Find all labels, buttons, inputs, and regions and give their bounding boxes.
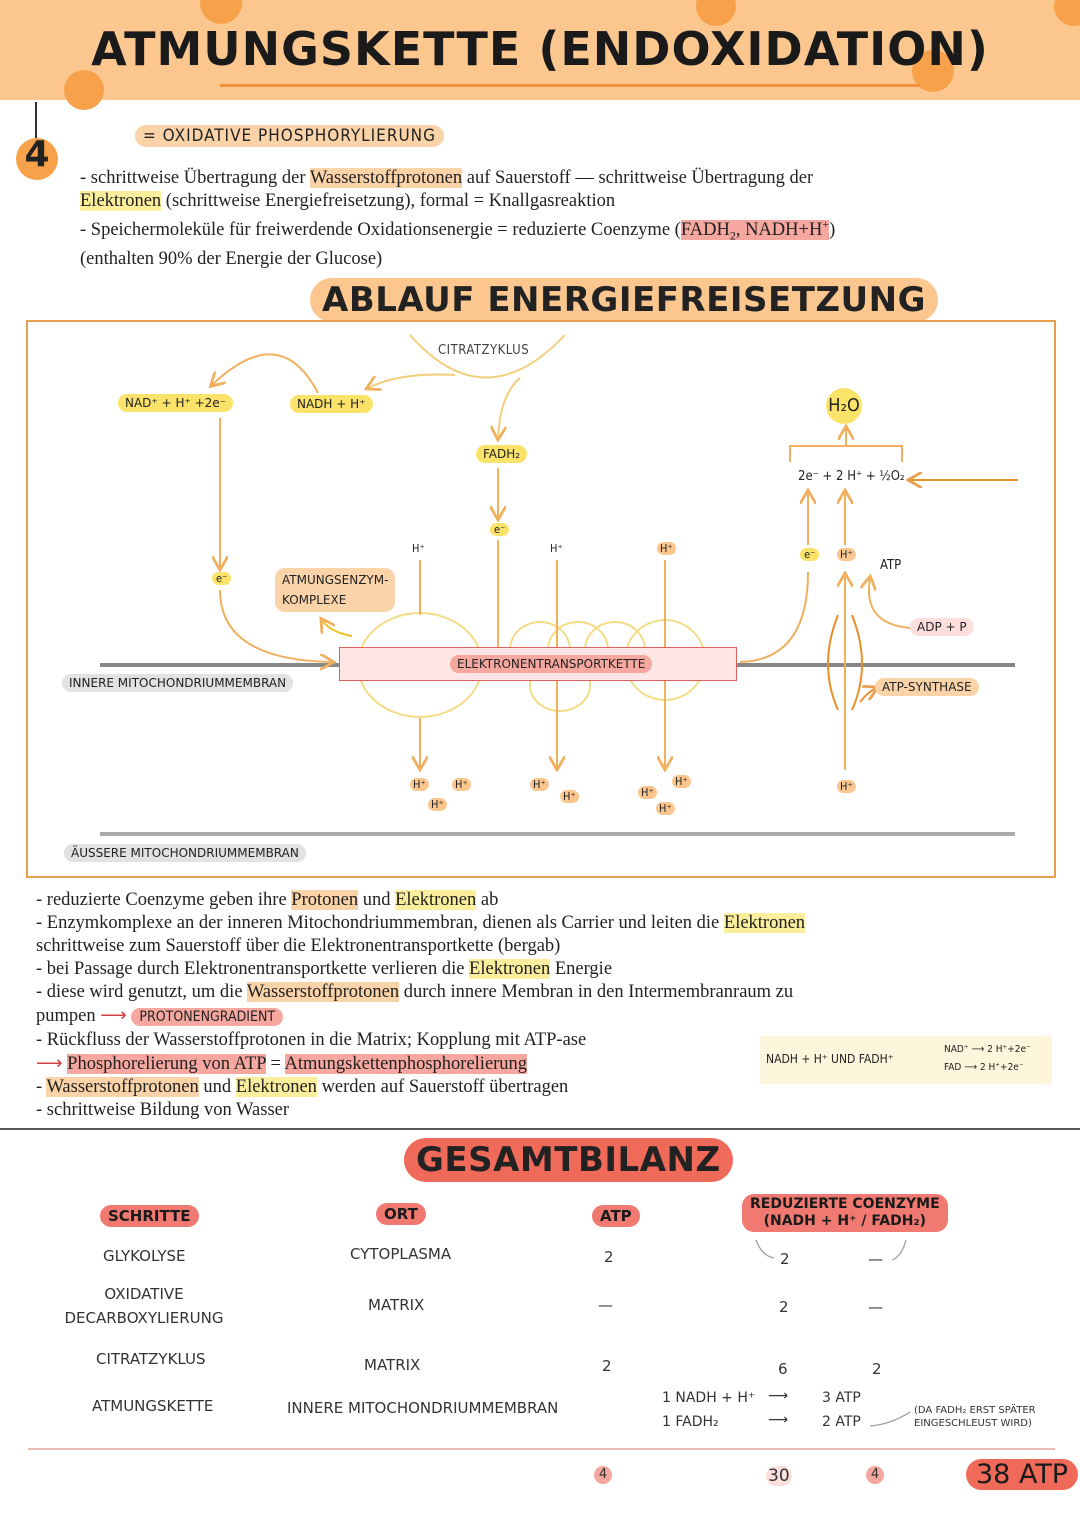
- chain-arrow: ⟶: [768, 1388, 789, 1404]
- proton-top-1: H⁺: [412, 542, 425, 555]
- outer-membrane-label: ÄUSSERE MITOCHONDRIUMMEMBRAN: [64, 844, 306, 862]
- atp-label: ATP: [880, 558, 902, 573]
- page-title: ATMUNGSKETTE (ENDOXIDATION): [91, 22, 989, 76]
- row-atp: —: [598, 1296, 613, 1314]
- row-nadh: 6: [778, 1360, 788, 1378]
- proton-synthase: H⁺: [837, 548, 856, 561]
- subtitle: = OXIDATIVE PHOSPHORYLIERUNG: [135, 125, 444, 147]
- row-atp: 2: [602, 1357, 612, 1375]
- row-fadh: —: [868, 1250, 883, 1268]
- sidebox-r1: NAD⁺ ⟶ 2 H⁺+2e⁻: [944, 1044, 1031, 1055]
- oxygen-reaction: 2e⁻ + 2 H⁺ + ½O₂: [798, 469, 905, 484]
- etc-label: ELEKTRONENTRANSPORTKETTE: [450, 655, 652, 673]
- row-place: CYTOPLASMA: [350, 1245, 452, 1263]
- citrat-label: CITRATZYKLUS: [438, 343, 530, 358]
- row-place: INNERE MITOCHONDRIUMMEMBRAN: [287, 1399, 559, 1417]
- h2o-label: H₂O: [826, 388, 862, 424]
- chain-nadh: 1 NADH + H⁺: [662, 1390, 756, 1406]
- sum-atp: 4: [594, 1466, 612, 1484]
- proton-ims: H⁺: [560, 790, 579, 803]
- complex-label: ATMUNGSENZYM- KOMPLEXE: [275, 568, 395, 612]
- intro-text: - schrittweise Übertragung der Wasserstoffprotonen auf Sauerstoff — schrittweise Übertragung der Elektronen (schrittweise Energiefreisetzung), formal = Knallgasreaktion - Speichermoleküle für freiwerdende Oxidationsenergie = reduzierte Coenzyme ($FADH_2$, NADH+H+) (enthalten 90% der Energie der Glucose): [80, 168, 836, 269]
- row-step: ATMUNGSKETTE: [92, 1397, 214, 1415]
- synthase-label: ATP-SYNTHASE: [875, 678, 979, 696]
- total-atp: 38 ATP: [966, 1459, 1078, 1490]
- proton-ims: H⁺: [672, 775, 691, 788]
- proton-top-3: H⁺: [657, 542, 676, 555]
- proton-top-2: H⁺: [550, 542, 563, 555]
- row-step: OXIDATIVE DECARBOXYLIERUNG: [64, 1285, 224, 1327]
- inner-membrane-label: INNERE MITOCHONDRIUMMEMBRAN: [62, 674, 293, 692]
- chain-atp-1: 3 ATP: [822, 1390, 861, 1406]
- nadh-label: NADH + H⁺: [290, 395, 373, 413]
- row-atp: 2: [604, 1248, 614, 1266]
- proton-ims: H⁺: [452, 778, 471, 791]
- row-step: CITRATZYKLUS: [96, 1350, 206, 1368]
- row-fadh: —: [868, 1298, 883, 1316]
- row-nadh: 2: [779, 1298, 789, 1316]
- chain-note: (DA FADH₂ ERST SPÄTER EINGESCHLEUST WIRD): [914, 1405, 1036, 1429]
- chain-atp-2: 2 ATP: [822, 1414, 861, 1430]
- adp-label: ADP + P: [910, 618, 974, 636]
- row-step: GLYKOLYSE: [103, 1247, 186, 1265]
- th-atp: ATP: [592, 1205, 640, 1227]
- sidebox-r2: FAD ⟶ 2 H⁺+2e⁻: [944, 1062, 1024, 1073]
- proton-ims: H⁺: [530, 778, 549, 791]
- row-place: MATRIX: [364, 1356, 421, 1374]
- electron-fadh: e⁻: [490, 523, 509, 536]
- proton-ims: H⁺: [638, 786, 657, 799]
- section-title-ablauf: ABLAUF ENERGIEFREISETZUNG: [310, 278, 938, 322]
- sum-fadh: 4: [866, 1466, 884, 1484]
- electron-right: e⁻: [800, 548, 819, 561]
- chain-arrow: ⟶: [768, 1412, 789, 1428]
- row-nadh: 2: [780, 1250, 790, 1268]
- th-coenzymes: REDUZIERTE COENZYME (NADH + H⁺ / FADH₂): [742, 1194, 948, 1232]
- row-place: MATRIX: [368, 1296, 425, 1314]
- proton-ims: H⁺: [410, 778, 429, 791]
- fadh-label: FADH₂: [476, 445, 527, 463]
- proton-ims: H⁺: [428, 798, 447, 811]
- proton-ims: H⁺: [837, 780, 856, 793]
- sum-nadh: 30: [768, 1466, 790, 1486]
- nad-label: NAD⁺ + H⁺ +2e⁻: [118, 396, 233, 411]
- th-steps: SCHRITTE: [100, 1205, 199, 1227]
- proton-ims: H⁺: [656, 802, 675, 815]
- section-title-bilanz: GESAMTBILANZ: [404, 1138, 733, 1182]
- chain-fadh: 1 FADH₂: [662, 1414, 719, 1430]
- notes-text: - reduzierte Coenzyme geben ihre Protonen und Elektronen ab - Enzymkomplexe an der inneren Mitochondriummembran, dienen als Carrier und leiten die Elektronen schrittweise zum Sauerstoff über die Elektronentransportkette (bergab) - bei Passage durch Elektronentransportkette verlieren die Elektronen Energie - diese wird genutzt, um die Wasserstoffprotonen durch innere Membran in den Intermembranraum zu pumpen ⟶ PROTONENGRADIENT - Rückfluss der Wasserstoffprotonen in die Matrix; Kopplung mit ATP-ase ⟶ Phosphorelierung von ATP = Atmungskettenphosphorelierung - Wasserstoffprotonen und Elektronen werden auf Sauerstoff übertragen - schrittweise Bildung von Wasser: [36, 890, 806, 1120]
- section-number: 4: [24, 134, 50, 175]
- electron-left: e⁻: [212, 572, 231, 585]
- sidebox-left: NADH + H⁺ UND FADH⁺: [766, 1052, 894, 1066]
- th-place: ORT: [376, 1203, 426, 1225]
- row-fadh: 2: [872, 1360, 882, 1378]
